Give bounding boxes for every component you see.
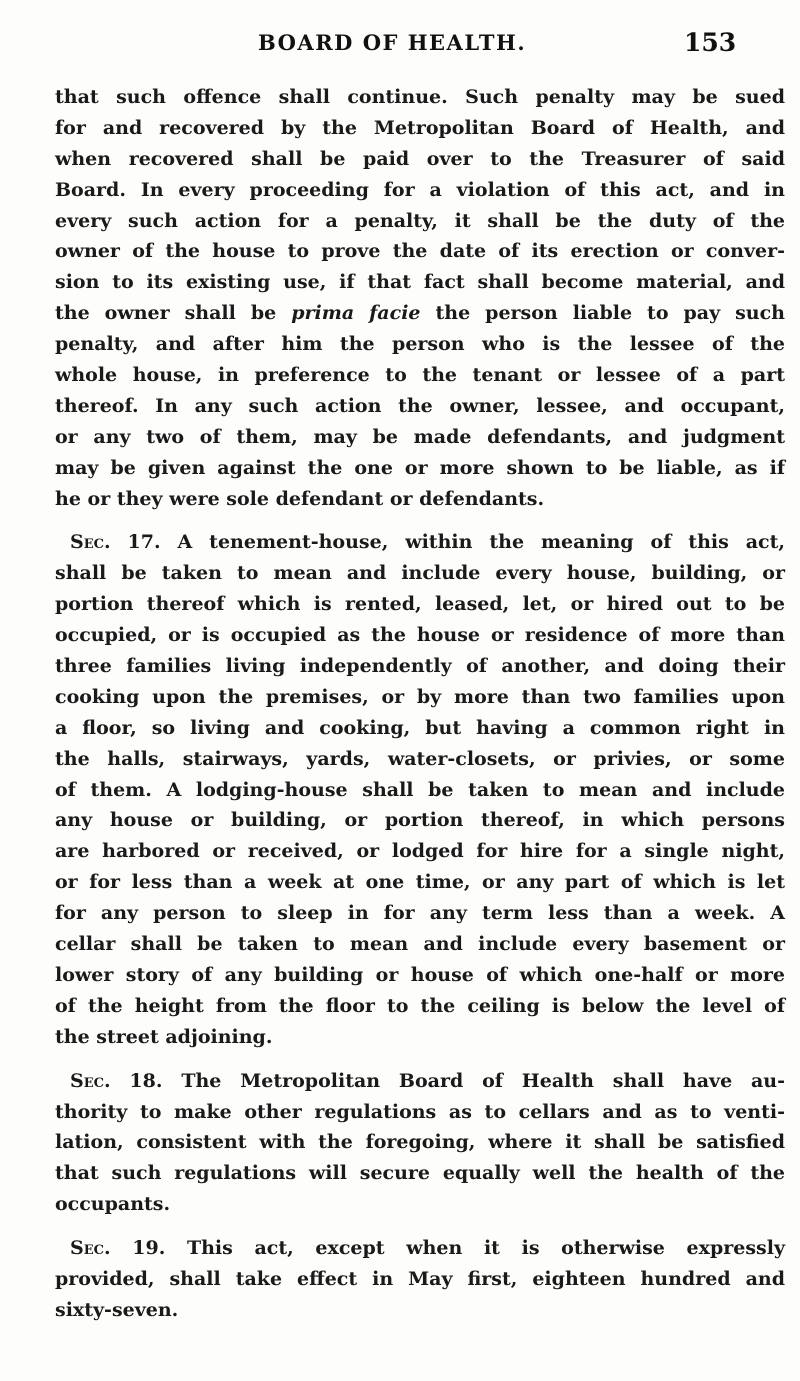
text-line [55, 298, 785, 329]
text-line [55, 1158, 785, 1189]
text-segment: The Metropolitan Board of Health shall have au- [162, 1069, 786, 1092]
text-line [55, 144, 785, 175]
text-segment: the halls, stairways, yards, water-closets, or privies, or some [55, 747, 785, 770]
page-number: 153 [684, 28, 737, 57]
text-line [55, 82, 785, 113]
text-line [55, 929, 785, 960]
text-segment: thority to make other regulations as to cellars and as to venti- [55, 1100, 785, 1123]
text-segment: A tenement-house, within the meaning of this act, [160, 531, 785, 554]
text-segment: or any two of them, may be made defendants, and judgment [55, 425, 785, 448]
text-line [55, 620, 785, 651]
text-segment: portion thereof which is rented, leased, let, or hired out to be [55, 593, 785, 616]
text-segment: or for less than a week at one time, or any part of which is let [55, 871, 785, 894]
text-segment: of the height from the floor to the ceiling is below the level of [55, 994, 785, 1017]
text-segment: occupied, or is occupied as the house or residence of more than [55, 624, 785, 647]
text-segment: This act, except when it is otherwise expressly [165, 1237, 786, 1260]
text-line [55, 991, 785, 1022]
section-label: Sec. 19. [70, 1237, 166, 1260]
text-segment: a floor, so living and cooking, but having a common right in [55, 716, 785, 739]
paragraph-gap [55, 1220, 785, 1233]
section-label: Sec. 18. [70, 1069, 163, 1092]
paragraph-gap [55, 1053, 785, 1066]
text-line [55, 867, 785, 898]
text-line [55, 1295, 785, 1326]
text-segment: provided, shall take effect in May first, eighteen hundred and [55, 1267, 785, 1290]
text-segment: lation, consistent with the foregoing, where it shall be satisfied [55, 1131, 785, 1154]
text-segment: may be given against the one or more shown to be liable, as if [55, 456, 785, 479]
text-line [55, 391, 785, 422]
text-line [55, 558, 785, 589]
text-segment: owner of the house to prove the date of its erection or conver- [55, 240, 785, 263]
text-line [55, 206, 785, 237]
paragraph [55, 527, 785, 1052]
text-line [55, 651, 785, 682]
text-segment: penalty, and after him the person who is the lessee of the [55, 333, 785, 356]
text-line [55, 1097, 785, 1128]
text-segment: for and recovered by the Metropolitan Board of Health, and [55, 116, 785, 139]
paragraph-gap [55, 514, 785, 527]
text-segment: whole house, in preference to the tenant or lessee of a part [55, 364, 785, 387]
running-head: BOARD OF HEALTH. [258, 30, 527, 55]
text-line [55, 713, 785, 744]
text-line [55, 236, 785, 267]
body-text [55, 82, 785, 1326]
text-line [55, 267, 785, 298]
text-line [55, 682, 785, 713]
paragraph [55, 1066, 785, 1220]
text-segment: three families living independently of another, and doing their [55, 655, 785, 678]
paragraph [55, 82, 785, 514]
text-segment: sixty-seven. [55, 1298, 179, 1321]
text-line [55, 113, 785, 144]
text-line [55, 1127, 785, 1158]
text-segment: occupants. [55, 1193, 171, 1216]
paragraph [55, 1233, 785, 1326]
text-segment: the owner shall be [55, 302, 292, 325]
italic-phrase: prima facie [291, 302, 421, 325]
text-segment: of them. A lodging-house shall be taken to mean and include [55, 778, 785, 801]
text-line [55, 744, 785, 775]
text-line [55, 1189, 785, 1220]
text-segment: for any person to sleep in for any term less than a week. A [55, 902, 785, 925]
text-line [55, 1022, 785, 1053]
text-segment: Board. In every proceeding for a violation of this act, and in [55, 178, 785, 201]
text-line [55, 1264, 785, 1295]
text-segment: the person liable to pay such [420, 302, 785, 325]
text-segment: shall be taken to mean and include every house, building, or [55, 562, 785, 585]
text-segment: any house or building, or portion thereof, in which persons [55, 809, 785, 832]
text-segment: thereof. In any such action the owner, lessee, and occupant, [55, 394, 785, 417]
text-line [55, 360, 785, 391]
text-segment: the street adjoining. [55, 1025, 273, 1048]
text-segment: are harbored or received, or lodged for hire for a single night, [55, 840, 785, 863]
text-line [55, 836, 785, 867]
text-line [55, 175, 785, 206]
text-line [55, 775, 785, 806]
text-line [55, 453, 785, 484]
text-segment: when recovered shall be paid over to the Treasurer of said [55, 147, 785, 170]
text-segment: every such action for a penalty, it shall be the duty of the [55, 209, 785, 232]
text-segment: sion to its existing use, if that fact shall become material, and [55, 271, 785, 294]
text-segment: lower story of any building or house of which one-half or more [55, 963, 785, 986]
text-line [55, 589, 785, 620]
text-segment: he or they were sole defendant or defendants. [55, 487, 545, 510]
text-line [55, 422, 785, 453]
text-segment: cellar shall be taken to mean and include every basement or [55, 933, 785, 956]
text-segment: that such offence shall continue. Such penalty may be sued [55, 86, 785, 108]
text-segment: cooking upon the premises, or by more than two families upon [55, 685, 785, 708]
text-line [55, 805, 785, 836]
text-line [55, 1233, 785, 1264]
text-line [55, 527, 785, 558]
text-line [55, 960, 785, 991]
text-segment: that such regulations will secure equally well the health of the [55, 1162, 785, 1185]
text-line [55, 484, 785, 515]
text-line [55, 1066, 785, 1097]
text-line [55, 329, 785, 360]
text-line [55, 898, 785, 929]
section-label: Sec. 17. [70, 531, 161, 554]
